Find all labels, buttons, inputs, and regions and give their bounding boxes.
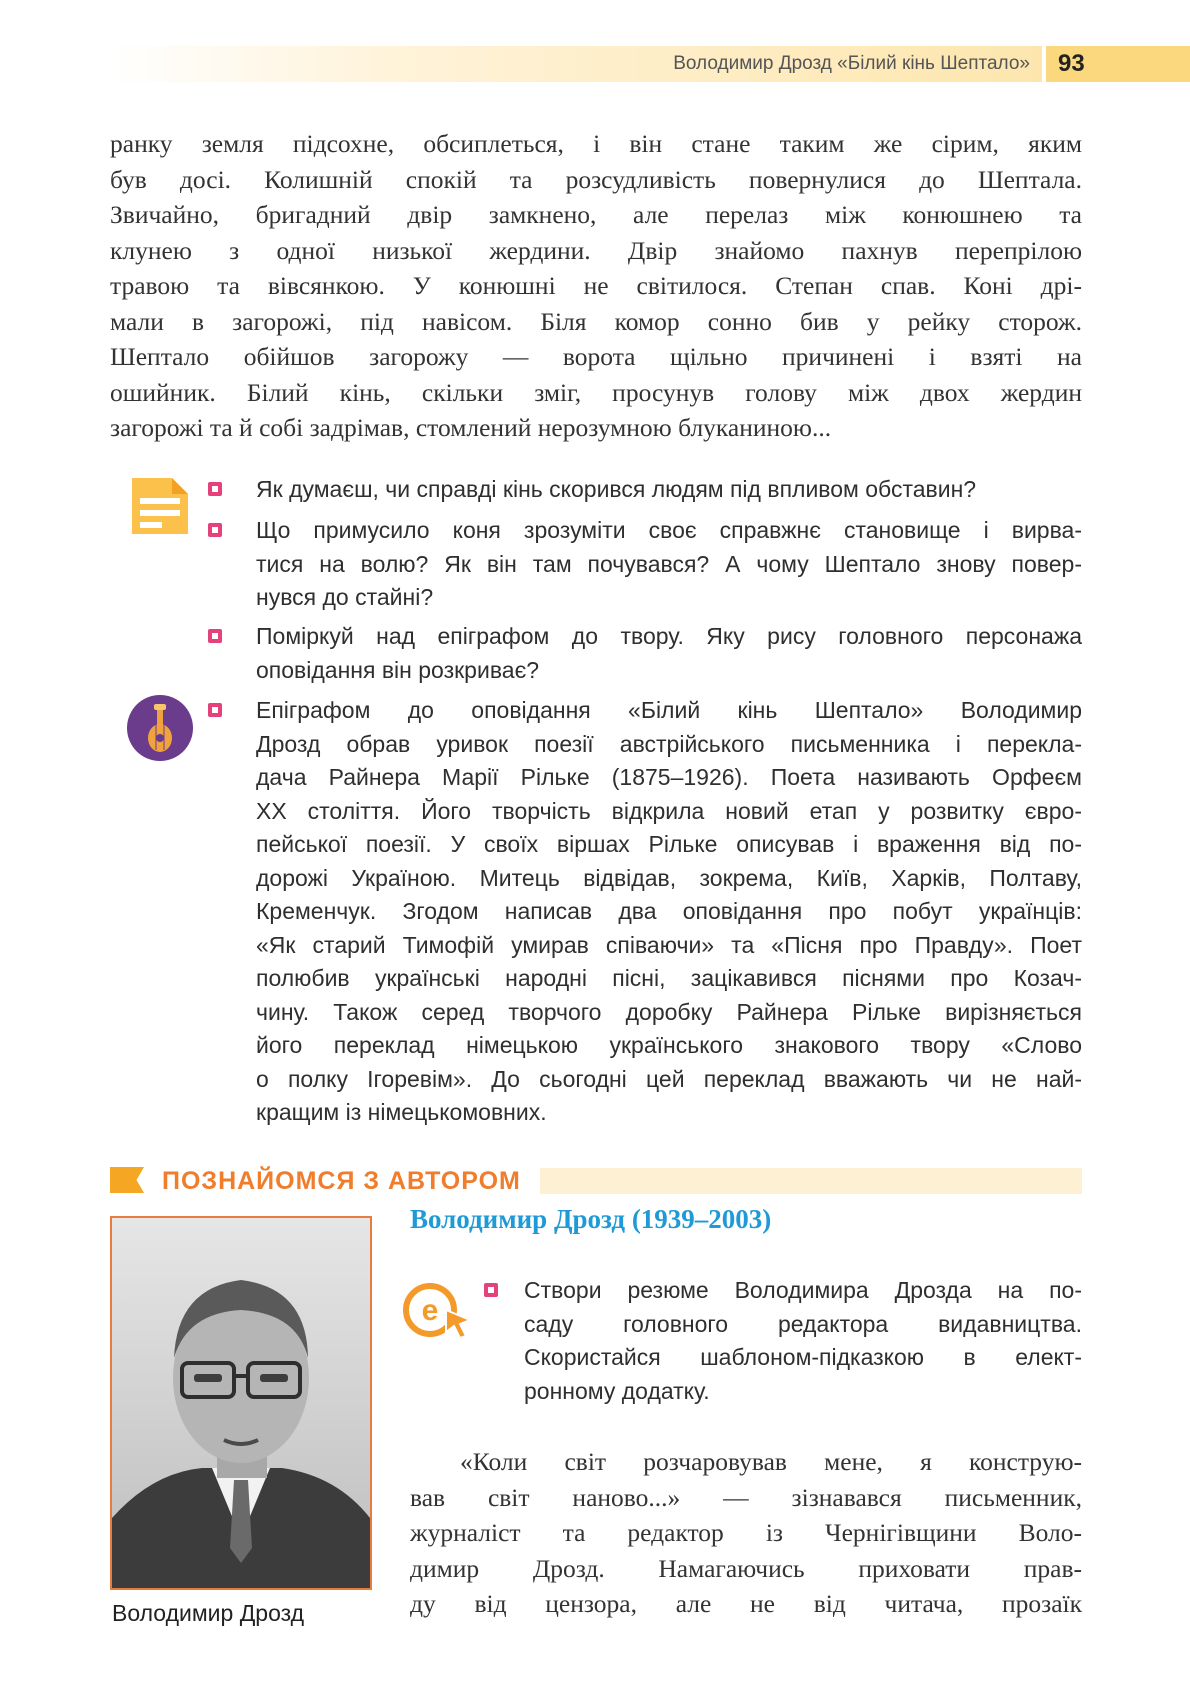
question-line: тися на волю? Як він там почувався? А чому Шептало знову повер-: [256, 550, 1082, 577]
excerpt-line: був досі. Колишній спокій та розсудливість повернулися до Шептала.: [110, 164, 1082, 194]
info-block: [208, 694, 1082, 1130]
info-line: Кременчук. Згодом написав два оповідання про побут українців:: [256, 898, 1082, 924]
info-line: XX століття. Його творчість відкрила новий етап у розвитку євро-: [256, 797, 1082, 824]
info-line: пейської поезії. У своїх віршах Рільке описував і враження від по-: [256, 831, 1082, 857]
info-line: дорожі Україною. Митець відвідав, зокрема, Київ, Харків, Полтаву,: [256, 864, 1082, 891]
section-heading: [110, 1164, 1082, 1198]
flag-icon: [110, 1167, 144, 1193]
intro-line: журналіст та редактор із Чернігівщини Воло-: [410, 1518, 1082, 1547]
info-line: Епіграфом до оповідання «Білий кінь Шептало» Володимир: [256, 697, 1082, 723]
excerpt-line: ошийник. Білий кінь, скільки зміг, просунув голову між двох жердин: [110, 377, 1082, 407]
excerpt-line: клунею з одної низької жердини. Двір знайомо пахнув перепрілою: [110, 235, 1082, 265]
svg-text:e: e: [421, 1294, 439, 1327]
question-item: [208, 473, 1082, 507]
info-line: чину. Також серед творчого доробку Райнера Рільке вирізняється: [256, 998, 1082, 1025]
question-item: [208, 514, 1082, 615]
info-line: «Як старий Тимофій умирав співаючи» та «Пісня про Правду». Поет: [256, 931, 1082, 958]
excerpt-line: травою та вівсянкою. У конюшні не світилося. Степан спав. Коні дрі-: [110, 271, 1082, 300]
author-photo: [110, 1216, 372, 1590]
section-bar: [540, 1168, 1082, 1194]
story-excerpt: [110, 126, 1082, 446]
info-line: дача Райнера Марії Рільке (1875–1926). Поета називають Орфеєм: [256, 764, 1082, 790]
bullet-icon: [208, 523, 222, 537]
task-line: Створи резюме Володимира Дрозда на по-: [524, 1277, 1082, 1303]
intro-line: ду від цензора, але не від читача, прозаїк: [410, 1589, 1082, 1618]
running-header: [110, 46, 1042, 82]
bandura-icon: [126, 694, 194, 762]
info-line: його переклад німецькою українського знакового твору «Слово: [256, 1032, 1082, 1058]
question-item: [208, 620, 1082, 687]
author-intro-text: [410, 1444, 1082, 1622]
question-line: Як думаєш, чи справді кінь скорився людям під впливом обставин?: [256, 476, 977, 502]
excerpt-line: Звичайно, бригадний двір замкнено, але перелаз між конюшнею та: [110, 200, 1082, 229]
author-name: Володимир Дрозд (1939–2003): [410, 1204, 772, 1234]
running-header-title: Володимир Дрозд «Білий кінь Шептало»: [673, 53, 1030, 74]
task-line: саду головного редактора видавництва.: [524, 1310, 1082, 1337]
notes-icon: [128, 474, 192, 538]
task-line: Скористайся шаблоном-підказкою в елект-: [524, 1344, 1082, 1370]
task-line: ронному додатку.: [524, 1377, 710, 1404]
e-resource-icon: [402, 1280, 474, 1340]
task-block: [484, 1274, 1082, 1408]
bullet-icon: [208, 703, 222, 717]
question-line: Поміркуй над епіграфом до твору. Яку рису головного персонажа: [256, 623, 1082, 649]
question-line: оповідання він розкриває?: [256, 656, 540, 683]
intro-line: димир Дрозд. Намагаючись приховати прав-: [410, 1553, 1082, 1583]
bullet-icon: [208, 482, 222, 496]
excerpt-line: ранку земля підсохне, обсиплеться, і він стане таким же сірим, яким: [110, 129, 1082, 158]
page-number-box: [1046, 46, 1190, 82]
section-title: ПОЗНАЙОМСЯ З АВТОРОМ: [162, 1167, 521, 1195]
bullet-icon: [484, 1283, 498, 1297]
question-line: нувся до стайні?: [256, 584, 434, 610]
excerpt-line: загорожі та й собі задрімав, стомлений нерозумною блуканиною...: [110, 413, 832, 442]
intro-line: «Коли світ розчаровував мене, я конструю-: [460, 1447, 1082, 1476]
info-line: Дрозд обрав уривок поезії австрійського письменника і перекла-: [256, 730, 1082, 757]
page-number: 93: [1058, 50, 1085, 77]
excerpt-line: Шептало обійшов загорожу — ворота щільно причинені і взяті на: [110, 342, 1082, 371]
portrait-image: [112, 1218, 370, 1588]
info-line: кращим із німецькомовних.: [256, 1099, 547, 1125]
photo-caption: Володимир Дрозд: [112, 1600, 305, 1626]
info-line: полюбив українські народні пісні, зацікавився піснями про Козач-: [256, 965, 1082, 991]
excerpt-line: мали в загорожі, під навісом. Біля комор сонно бив у рейку сторож.: [110, 306, 1082, 336]
question-line: Що примусило коня зрозуміти своє справжнє становище і вирва-: [256, 517, 1082, 543]
intro-line: вав світ наново...» — зізнавався письменник,: [410, 1482, 1082, 1512]
bullet-icon: [208, 629, 222, 643]
info-line: о полку Ігоревім». До сьогодні цей переклад вважають чи не най-: [256, 1065, 1082, 1092]
